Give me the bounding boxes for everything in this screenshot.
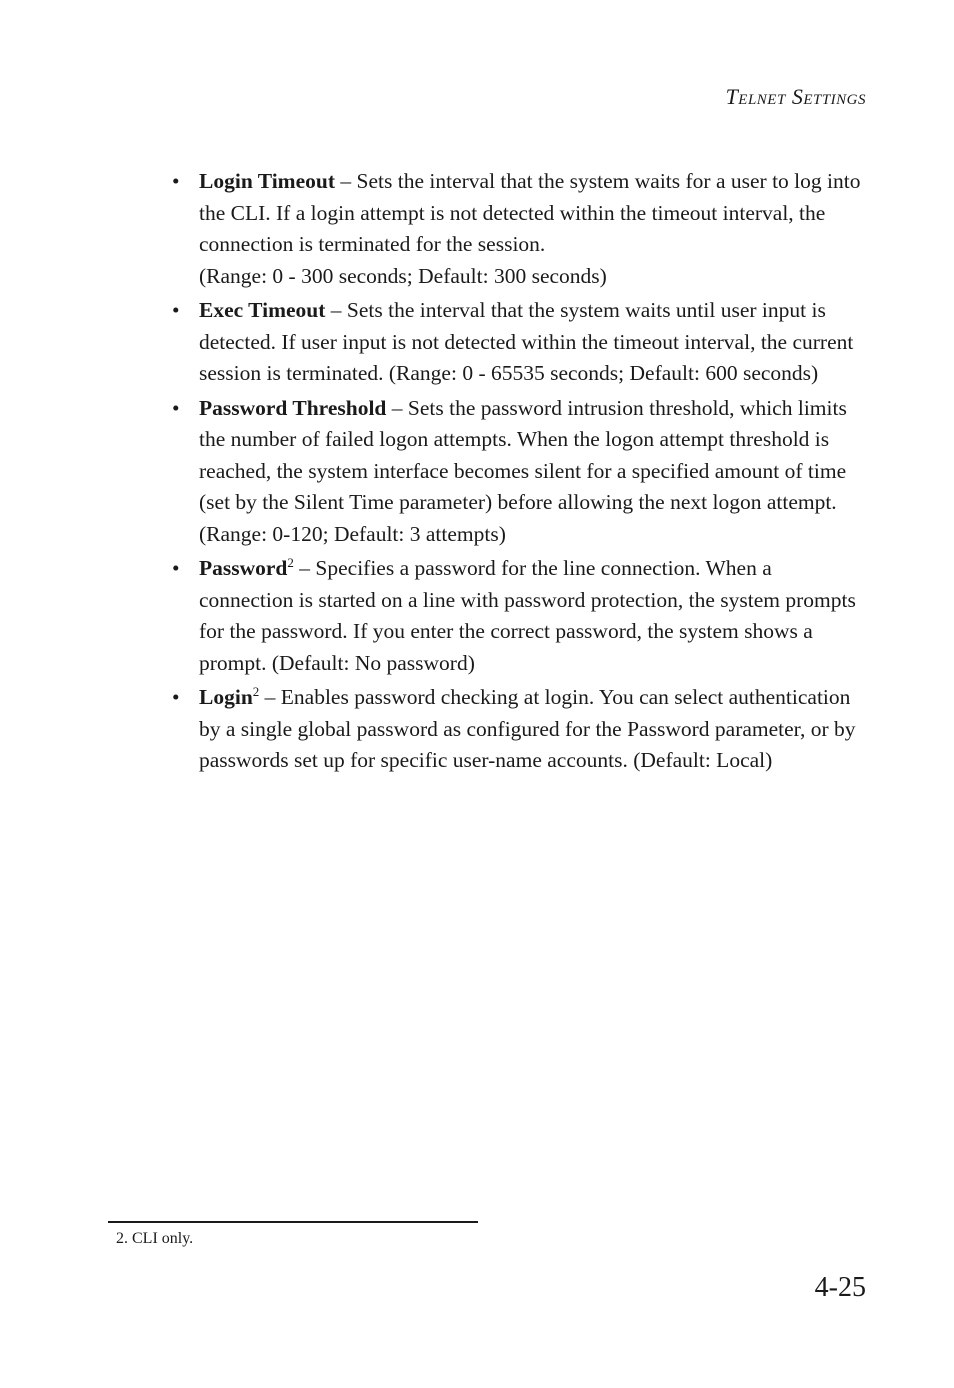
description-password-threshold: – Sets the password intrusion threshold, which limits the number of failed logon attempts. When the logon attempt threshold is reached, the system interface becomes silent for a specified amount of time (set by the Silent Time parameter) before allowing the next logon attempt. (Range: 0-120; Default: 3 attempts) — [199, 395, 847, 546]
description-login-timeout: – Sets the interval that the system waits for a user to log into the CLI. If a login attempt is not detected within the timeout interval, the connection is terminated for the session. — [199, 169, 861, 256]
list-item-exec-timeout — [172, 295, 868, 390]
footnote: 2. CLI only. — [116, 1230, 194, 1247]
footnote-divider — [108, 1221, 478, 1223]
list-item-password-threshold — [172, 393, 868, 551]
footnote-ref: 2 — [287, 554, 294, 570]
term-login-timeout: Login Timeout — [199, 169, 336, 193]
term-password-threshold: Password Threshold — [199, 395, 387, 420]
term-login: Login — [199, 685, 253, 709]
footnote-ref: 2 — [252, 683, 260, 699]
range-login-timeout: (Range: 0 - 300 seconds; Default: 300 seconds) — [199, 263, 607, 288]
description-login: – Enables password checking at login. You can select authentication by a single global password as configured for the Password parameter, or by passwords set up for specific user-name accounts. (Default: Local) — [199, 685, 856, 772]
list-item-password — [172, 553, 868, 679]
description-password: – Specifies a password for the line connection. When a connection is started on a line with password protection, the system prompts for the password. If you enter the correct password, the system shows a prompt. (Default: No password) — [199, 556, 856, 675]
parameter-list — [172, 166, 868, 780]
term-password: Password — [199, 556, 288, 580]
bullet: • — [172, 395, 180, 420]
list-item-login-timeout — [172, 166, 868, 292]
bullet: • — [172, 685, 180, 709]
description-exec-timeout: – Sets the interval that the system waits until user input is detected. If user input is not detected within the timeout interval, the current session is terminated. (Range: 0 - 65535 seconds; Default: 600 seconds) — [199, 298, 854, 385]
running-header: Telnet Settings — [725, 84, 866, 109]
page-number: 4-25 — [814, 1272, 866, 1303]
bullet: • — [172, 556, 180, 580]
bullet: • — [172, 169, 180, 193]
bullet: • — [172, 298, 180, 322]
term-exec-timeout: Exec Timeout — [199, 298, 326, 322]
list-item-login — [172, 682, 868, 777]
